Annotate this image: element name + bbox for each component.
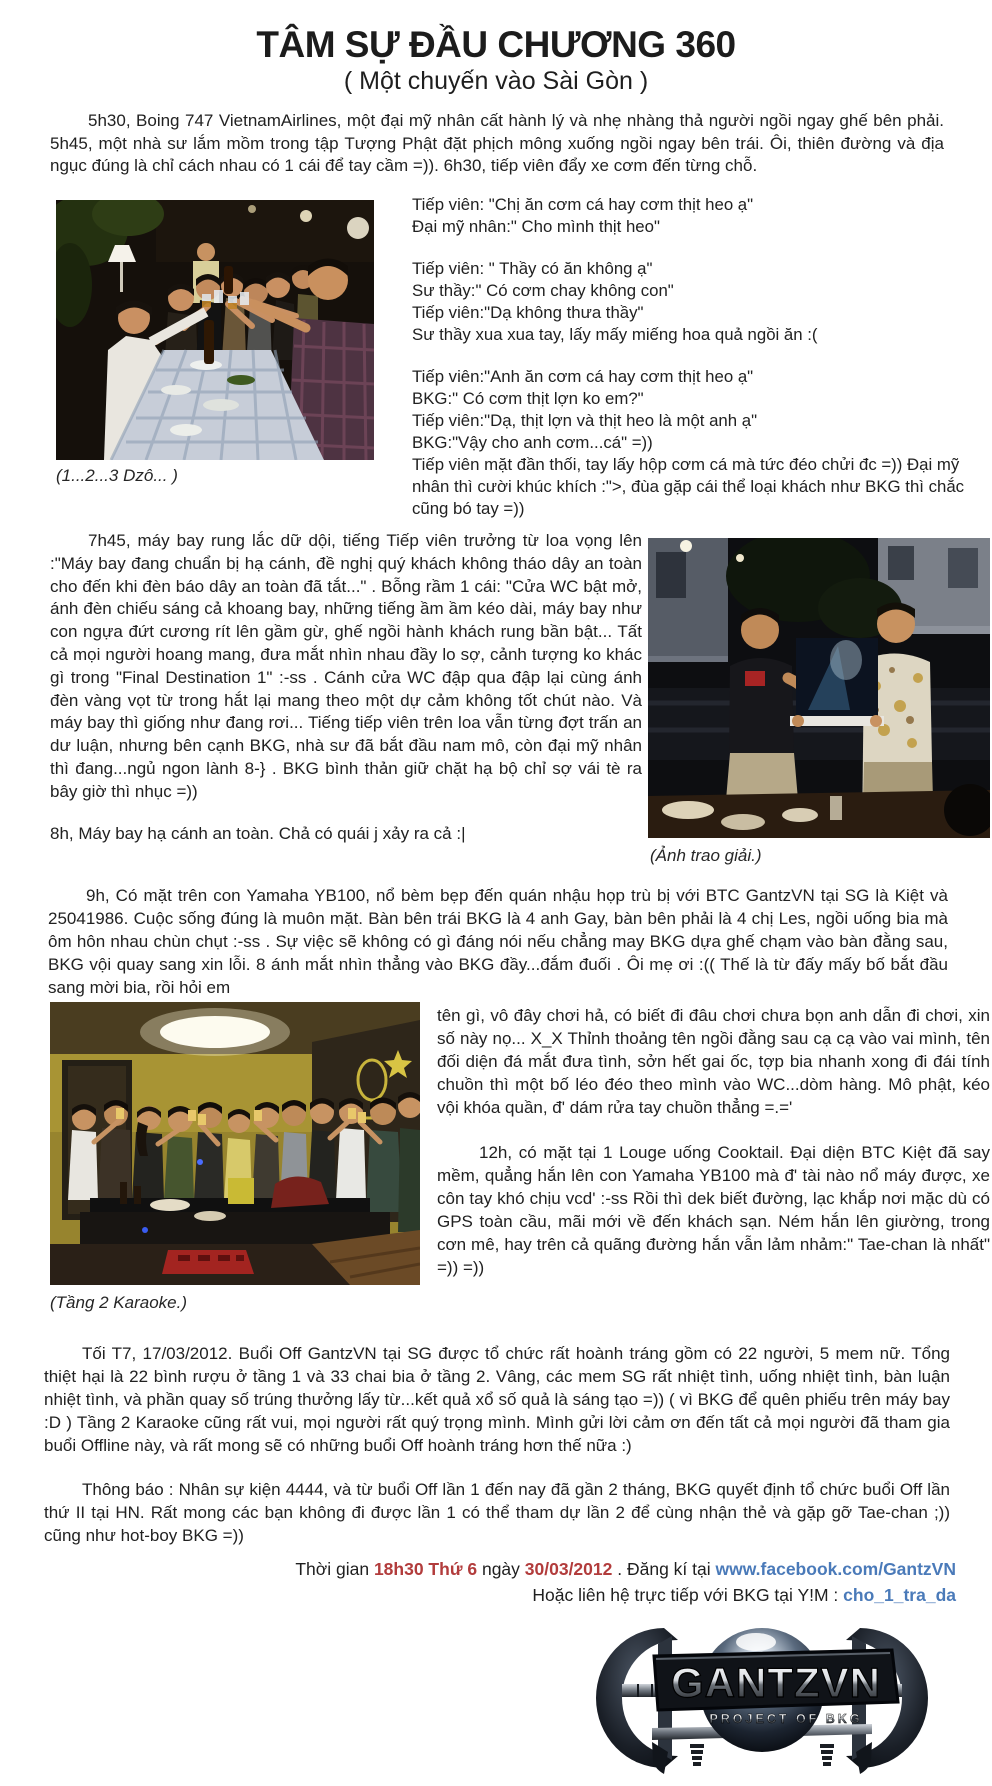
photo3-caption: (Tầng 2 Karaoke.) bbox=[50, 1293, 188, 1312]
dialogue-line: Sư thầy:" Có cơm chay không con" bbox=[412, 281, 674, 300]
gantzvn-logo-graphic bbox=[594, 1606, 930, 1776]
dialogue-group-1 bbox=[412, 194, 990, 238]
date-value: 30/03/2012 bbox=[524, 1559, 613, 1579]
photo1-caption: (1...2...3 Dzô... ) bbox=[56, 466, 178, 485]
dialogue-block bbox=[412, 194, 990, 540]
contact-label: Hoặc liên hệ trực tiếp với BKG tại Y!M : bbox=[532, 1585, 844, 1605]
dialogue-line: Tiếp viên mặt đần thối, tay lấy hộp cơm cá mà tức đéo chửi đc =)) Đại mỹ nhân thì cười khúc khích :">, đùa gặp cái thể loại khách như BKG thì chắc cũng bó tay =)) bbox=[412, 455, 965, 518]
logo-title-text: GANTZVN bbox=[671, 1659, 881, 1706]
paragraph-thong-bao: Thông báo : Nhân sự kiện 4444, và từ buổi Off lần 1 đến nay đã gần 2 tháng, BKG quyết định tổ chức buổi Off lần thứ II tại HN. Rất mong các bạn không đi được lần 1 có thể tham dự lần 2 để cùng nhận thẻ và gặp gỡ Tae-chan ;)) cũng như hot-boy BKG =)) bbox=[44, 1480, 950, 1545]
event-contact-line bbox=[196, 1582, 956, 1608]
dialogue-group-3 bbox=[412, 366, 990, 520]
dialogue-line: Tiếp viên:"Dạ, thịt lợn và thịt heo là một anh ạ" bbox=[412, 411, 758, 430]
photo-outdoor-toast-graphic bbox=[56, 200, 374, 460]
photo-prize-handover-graphic bbox=[648, 538, 990, 838]
paragraph-12h-text: 12h, có mặt tại 1 Louge uống Cooktail. Đại diện BTC Kiệt đã say mềm, quẳng hắn lên con Yamaha YB100 mà đ' tài nào nổ máy được, xe côn tay khó chịu vcd' :-ss Rồi thì dek biết đường, lạc khắp nơi mặc dù có GPS toàn cầu, mãi mới về đến khách sạn. Ném hắn lên giường, trong cơn mê, hay trên cả quãng đường hắn vẫn lảm nhảm:" Tae-chan là nhất" =)) =)) bbox=[437, 1143, 990, 1277]
photo2-caption: (Ảnh trao giải.) bbox=[650, 846, 762, 865]
date-label: ngày bbox=[477, 1559, 525, 1579]
paragraph-5h30: 5h30, Boing 747 VietnamAirlines, một đại mỹ nhân cất hành lý và nhẹ nhàng thả người ngồi ngay ghế bên phải. 5h45, một nhà sư lắm mồm trong tập Tượng Phật đặt phịch mông xuống ngồi ngay bên trái. Ôi, thiên đường và địa ngục đúng là chỉ cách nhau có 1 cái để tay cầm =)). 6h30, tiếp viên đẩy xe cơm đến từng chỗ. bbox=[50, 111, 944, 175]
gantzvn-logo bbox=[594, 1606, 930, 1776]
paragraph-8h: 8h, Máy bay hạ cánh an toàn. Chả có quái j xảy ra cả :| bbox=[50, 824, 466, 843]
register-label: . Đăng kí tại bbox=[612, 1559, 716, 1579]
dialogue-line: BKG:" Có cơm thịt lợn ko em?" bbox=[412, 389, 644, 408]
time-label: Thời gian bbox=[295, 1559, 374, 1579]
page-subtitle: ( Một chuyến vào Sài Gòn ) bbox=[343, 67, 649, 95]
dialogue-line: Sư thầy xua xua tay, lấy mấy miếng hoa quả ngồi ăn :( bbox=[412, 325, 818, 344]
paragraph-9h: 9h, Có mặt trên con Yamaha YB100, nổ bèm bẹp đến quán nhậu họp trù bị với BTC GantzVN tại SG là Kiệt và 25041986. Cuộc sống đúng là muôn mặt. Bàn bên trái BKG là 4 anh Gay, bàn bên phải là 4 chị Les, ngồi uống bia mà ôm hôn nhau chùn chụt :-ss . Sự việc sẽ không có gì đáng nói nếu chẳng may BKG dựa ghế chạm vào bàn đằng sau, BKG vội quay sang xin lỗi. 8 ánh mắt nhìn thẳng vào BKG đầy...đắm đuối . Ôi mẹ ơi :(( Thế là từ đấy mấy bố bắt đầu sang mời bia, rồi hỏi em bbox=[48, 886, 948, 997]
dialogue-group-2 bbox=[412, 258, 990, 346]
paragraph-12h bbox=[437, 1141, 990, 1279]
photo-prize-handover bbox=[648, 538, 990, 838]
right-text-column bbox=[437, 1004, 990, 1279]
dialogue-line: Đại mỹ nhân:" Cho mình thịt heo" bbox=[412, 217, 660, 236]
time-value: 18h30 Thứ 6 bbox=[373, 1559, 478, 1579]
event-time-line bbox=[196, 1556, 956, 1582]
event-announcement bbox=[196, 1556, 956, 1608]
dialogue-line: BKG:"Vậy cho anh cơm...cá" =)) bbox=[412, 433, 653, 452]
paragraph-7h45: 7h45, máy bay rung lắc dữ dội, tiếng Tiếp viên trưởng từ loa vọng lên :"Máy bay đang chuẩn bị hạ cánh, đề nghị quý khách không tháo dây an toàn cho đến khi đèn báo dây an toàn đã tắt..." . Bỗng rầm 1 cái: "Cửa WC bật mở, ánh đèn chiếu sáng cả khoang bay, những tiếng ầm ầm kéo dài, máy bay như con ngựa đứt cương rít lên gầm gừ, ghế ngồi hành khách rung bần bật... Tất cả mọi người hoang mang, đưa mắt nhìn nhau đầy lo sợ, cảnh tượng ko khác gì trong "Final Destination 1" :-ss . Cánh cửa WC đập qua đập lại cùng ánh đèn vàng vọt từ trong hắt lại mang theo một dự cảm không tốt chút nào. Và máy bay thì giống như đang rơi... Tiếng tiếp viên trên loa vẫn từng đợt trấn an dư luận, nhưng bên cạnh BKG, nhà sư đã bắt đầu nam mô, còn đại mỹ nhân thì đang...ngủ ngon lành 8-} . BKG bình thản giữ chặt hạ bộ chỉ sợ vái tè ra bây giờ thì nhục =)) bbox=[50, 531, 642, 801]
photo-outdoor-toast bbox=[56, 200, 374, 460]
dialogue-line: Tiếp viên:"Dạ không thưa thầy" bbox=[412, 303, 644, 322]
dialogue-line: Tiếp viên:"Anh ăn cơm cá hay cơm thịt heo ạ" bbox=[412, 367, 754, 386]
photo-karaoke-room-graphic bbox=[50, 1002, 420, 1285]
logo-subtitle-text: PROJECT OF BKG bbox=[709, 1712, 863, 1726]
yim-contact-link[interactable]: cho_1_tra_da bbox=[843, 1585, 956, 1605]
photo-karaoke-room bbox=[50, 1002, 420, 1285]
facebook-link[interactable]: www.facebook.com/GantzVN bbox=[715, 1559, 956, 1579]
page-title: TÂM SỰ ĐẦU CHƯƠNG 360 bbox=[256, 24, 736, 65]
dialogue-line: Tiếp viên: "Chị ăn cơm cá hay cơm thịt heo ạ" bbox=[412, 195, 754, 214]
paragraph-continuation: tên gì, vô đây chơi hả, có biết đi đâu chơi chưa bọn anh dẫn đi chơi, xin số này nọ... X_X Thỉnh thoảng tên ngồi đằng sau cạ cạ vào vai mình, tên đối diện đá mắt đưa tình, sởn hết gai ốc, tợp bia nhanh xong đi đái tính chuồn thì một bố léo đéo theo mình vào WC...dòm hàng. Mô phật, kéo vội khóa quần, đ' dám rửa tay chuồn thẳng =.=' bbox=[437, 1006, 990, 1117]
dialogue-line: Tiếp viên: " Thầy có ăn không ạ" bbox=[412, 259, 653, 278]
paragraph-toi-t7: Tối T7, 17/03/2012. Buổi Off GantzVN tại SG được tổ chức rất hoành tráng gồm có 22 người, 5 mem nữ. Tổng thiệt hại là 22 bình rượu ở tầng 1 và 33 chai bia ở tầng 2. Vâng, các mem SG rất nhiệt tình, uống nhiệt tình, bàn luận nhiệt tình, và phần quay số trúng thưởng lấy từ...kết quả xổ số quả là sáng tạo =)) ( vì BKG để quên phiếu trên máy bay :D ) Tầng 2 Karaoke cũng rất vui, mọi người rất quý trọng mình. Mình gửi lời cảm ơn đến tất cả mọi người đã tham gia buổi Offline này, và rất mong sẽ có những buổi Off hoành tráng hơn thế nữa :) bbox=[44, 1344, 950, 1455]
